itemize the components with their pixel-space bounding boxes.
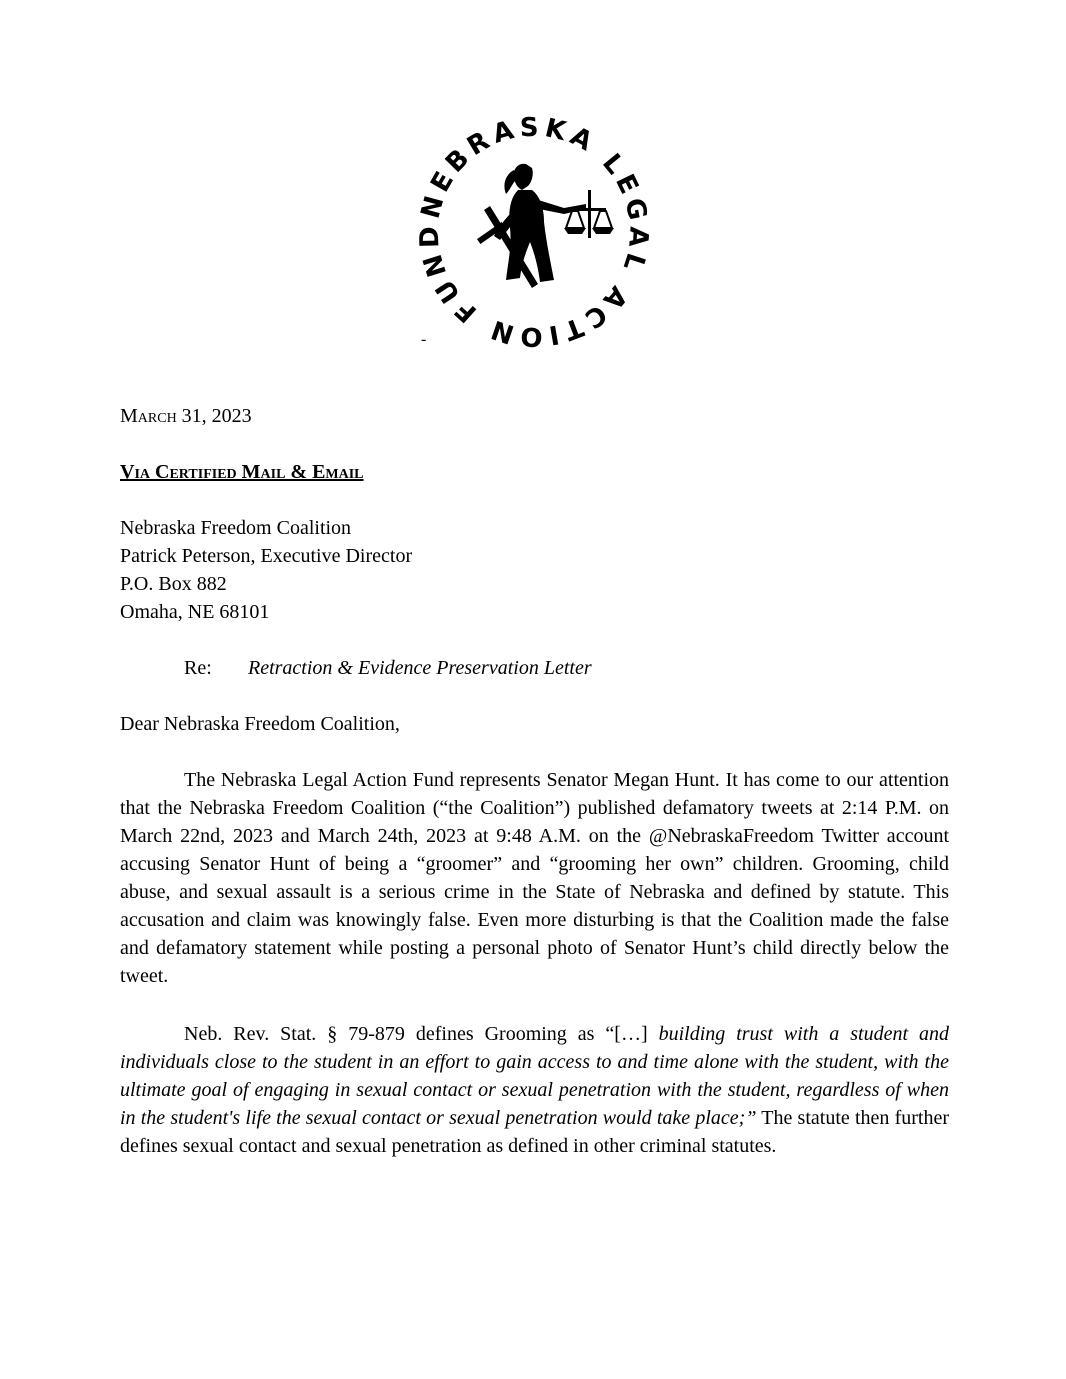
recipient-line: Omaha, NE 68101 — [120, 601, 270, 623]
body-paragraph-2 — [120, 1020, 949, 1160]
subject-text: Retraction & Evidence Preservation Letter — [248, 657, 592, 679]
subject-line — [184, 654, 592, 682]
recipient-line: Nebraska Freedom Coalition — [120, 517, 352, 539]
nebraska-legal-action-fund-logo — [414, 112, 654, 352]
statute-lead: Neb. Rev. Stat. § 79-879 defines Grooming as “[…] — [184, 1023, 659, 1045]
recipient-address — [120, 514, 949, 626]
subject-label: Re: — [184, 657, 212, 679]
body-paragraph-1: The Nebraska Legal Action Fund represents Senator Megan Hunt. It has come to our attention that the Nebraska Freedom Coalition (“the Coalition”) published defamatory tweets at 2:14 P.M. on March 22nd, 2023 and March 24th, 2023 at 9:48 A.M. on the @NebraskaFreedom Twitter account accusing Senator Hunt of being a “groomer” and “grooming her own” children. Grooming, child abuse, and sexual assault is a serious crime in the State of Nebraska and defined by statute. This accusation and claim was knowingly false. Even more disturbing is that the Coalition made the false and defamatory statement while posting a personal photo of Senator Hunt’s child directly below the tweet. — [120, 769, 949, 987]
statute-tail: The statute then further defines sexual contact and sexual penetration as defined in other criminal statutes. — [120, 1107, 949, 1157]
svg-text:NEBRASKA LEGAL ACTION FUND: NEBRASKA LEGAL ACTION FUND — [414, 112, 654, 352]
recipient-line: Patrick Peterson, Executive Director — [120, 545, 413, 567]
salutation: Dear Nebraska Freedom Coalition, — [120, 713, 400, 735]
statute-quote: building trust with a student and individuals close to the student in an effort to gain access to and time alone with the student, with the ultimate goal of engaging in sexual contact or sexual penetration with the student, regardless of when in the student's life the sexual contact or sexual penetration would take place;” — [120, 1023, 950, 1129]
delivery-method: Via Certified Mail & Email — [120, 461, 364, 483]
letter-date: March 31, 2023 — [120, 405, 252, 427]
recipient-line: P.O. Box 882 — [120, 573, 227, 595]
stray-mark: - — [421, 331, 427, 348]
